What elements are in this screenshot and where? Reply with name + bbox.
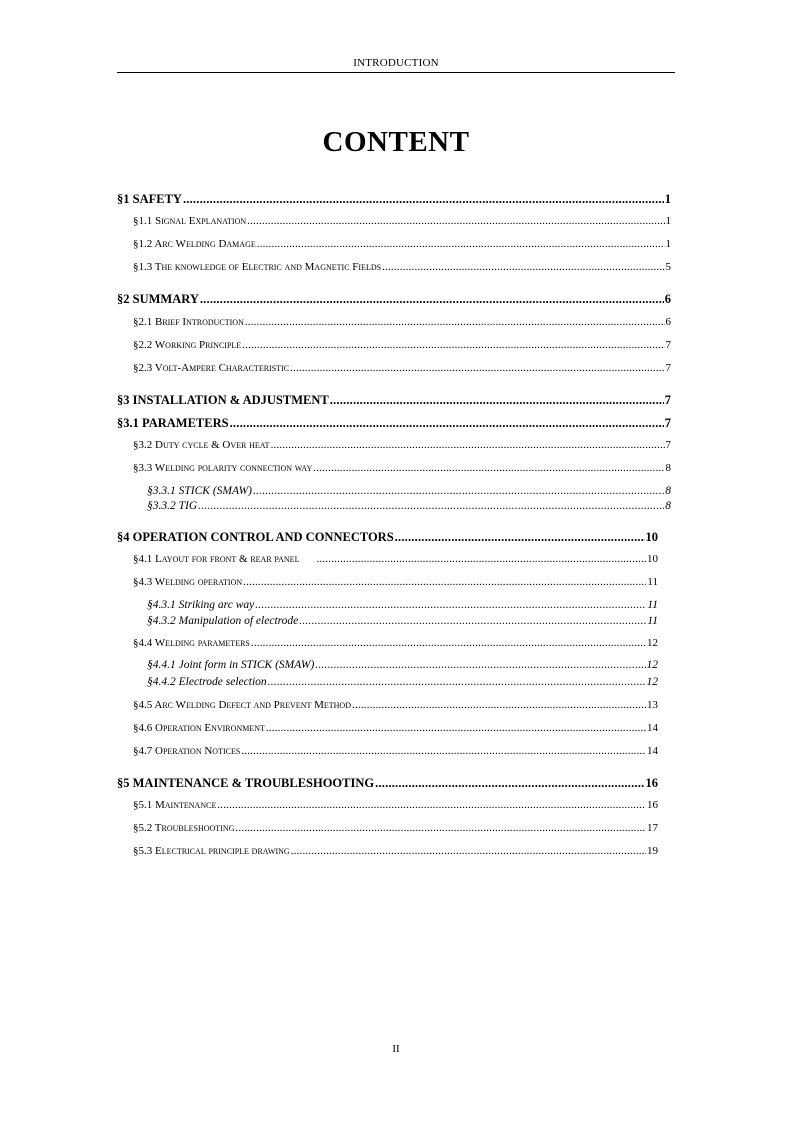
toc-label: §3.3 Welding polarity connection way	[133, 462, 313, 474]
toc-entry-2-1[interactable]	[133, 317, 671, 328]
toc-page-number: 6	[665, 316, 671, 328]
toc-entry-4-7[interactable]	[133, 746, 658, 757]
toc-label: §5.1 Maintenance	[133, 799, 217, 811]
toc-label: §3 INSTALLATION & ADJUSTMENT	[117, 393, 329, 407]
toc-label: §1.3 The knowledge of Electric and Magnetic Fields	[133, 261, 382, 273]
toc-page-number: 11	[647, 576, 658, 588]
toc-page-number: 8	[665, 462, 671, 474]
toc-entry-4-4-2[interactable]	[147, 677, 658, 689]
toc-entry-3-2[interactable]	[133, 440, 671, 451]
toc-label: §1.2 Arc Welding Damage	[133, 238, 256, 250]
toc-entry-5[interactable]	[117, 777, 658, 790]
toc-label: §5 MAINTENANCE & TROUBLESHOOTING	[117, 776, 375, 790]
toc-label: §4.1 Layout for front & rear panel	[133, 553, 300, 565]
toc-label: §4.3.1 Striking arc way	[147, 599, 255, 611]
toc-page-number: 12	[646, 676, 658, 688]
toc-entry-4-4[interactable]	[133, 638, 658, 649]
toc-page-number: 11	[647, 615, 658, 627]
toc-label: §4.4.2 Electrode selection	[147, 676, 267, 688]
toc-label: §4.7 Operation Notices	[133, 745, 241, 757]
toc-label: §3.2 Duty cycle & Over heat	[133, 439, 270, 451]
toc-page-number: 8	[665, 485, 671, 497]
toc-entry-1-2[interactable]	[133, 239, 671, 250]
toc-page-number: 10	[647, 553, 658, 565]
toc-label: §5.3 Electrical principle drawing	[133, 845, 290, 857]
toc-label: §3.1 PARAMETERS	[117, 416, 229, 430]
toc-page-number: 10	[645, 530, 658, 544]
toc-entry-4-3-1[interactable]	[147, 600, 658, 612]
toc-entry-4-6[interactable]	[133, 723, 658, 734]
toc-entry-2-3[interactable]	[133, 363, 671, 374]
toc-entry-3-3-2[interactable]	[147, 501, 671, 513]
toc-page-number: 7	[665, 339, 671, 351]
page-header-title: INTRODUCTION	[353, 57, 439, 69]
toc-entry-4[interactable]	[117, 531, 658, 544]
toc-page-number: 6	[664, 292, 671, 306]
toc-entry-2[interactable]	[117, 293, 671, 306]
toc-label: §4.3 Welding operation	[133, 576, 243, 588]
toc-entry-5-2[interactable]	[133, 823, 658, 834]
toc-label: §2.1 Brief Introduction	[133, 316, 244, 328]
toc-page-number: 16	[647, 799, 658, 811]
toc-label: §4.4.1 Joint form in STICK (SMAW)	[147, 659, 315, 671]
toc-page-number: 7	[664, 416, 671, 430]
toc-entry-3[interactable]	[117, 394, 671, 407]
toc-entry-4-4-1[interactable]	[147, 660, 658, 672]
toc-entry-3-3-1[interactable]	[147, 486, 671, 498]
toc-page-number: 7	[664, 393, 671, 407]
toc-page-number: 8	[665, 500, 671, 512]
toc-label: §3.3.2 TIG	[147, 500, 198, 512]
toc-entry-1-1[interactable]	[133, 216, 671, 227]
toc-label: §1.1 Signal Explanation	[133, 215, 247, 227]
toc-label: §3.3.1 STICK (SMAW)	[147, 485, 252, 497]
toc-entry-4-3[interactable]	[133, 577, 658, 588]
toc-entry-3-3[interactable]	[133, 463, 671, 474]
toc-label: §4 OPERATION CONTROL AND CONNECTORS	[117, 530, 394, 544]
toc-page-number: 7	[665, 439, 671, 451]
toc-page-number: 14	[647, 722, 658, 734]
toc-page-number: 14	[647, 745, 658, 757]
toc-page-number: 5	[665, 261, 671, 273]
toc-label: §4.6 Operation Environment	[133, 722, 265, 734]
toc-page-number: 1	[665, 238, 671, 250]
toc-label: §4.4 Welding parameters	[133, 637, 250, 649]
toc-page-number: 12	[647, 637, 658, 649]
toc-label: §4.5 Arc Welding Defect and Prevent Method	[133, 699, 351, 711]
toc-entry-1[interactable]	[117, 193, 671, 206]
toc-page-number: 1	[664, 192, 671, 206]
footer-page-number: II	[392, 1043, 400, 1055]
toc-entry-2-2[interactable]	[133, 340, 671, 351]
toc-entry-4-3-2[interactable]	[147, 616, 658, 628]
document-title: CONTENT	[322, 126, 470, 158]
toc-entry-5-3[interactable]	[133, 846, 658, 857]
toc-page-number: 19	[647, 845, 658, 857]
toc-entry-1-3[interactable]	[133, 262, 671, 273]
toc-label: §4.3.2 Manipulation of electrode	[147, 615, 299, 627]
toc-page-number: 13	[647, 699, 658, 711]
toc-label: §2.3 Volt-Ampere Characteristic	[133, 362, 290, 374]
toc-page-number: 12	[646, 659, 658, 671]
toc-page-number: 7	[665, 362, 671, 374]
toc-page-number: 16	[645, 776, 658, 790]
toc-label: §1 SAFETY	[117, 192, 182, 206]
toc-entry-4-5[interactable]	[133, 700, 658, 711]
toc-label: §5.2 Troubleshooting	[133, 822, 235, 834]
toc-page-number: 11	[647, 599, 658, 611]
toc-label: §2 SUMMARY	[117, 292, 199, 306]
toc-entry-3-1[interactable]	[117, 417, 671, 430]
toc-entry-4-1[interactable]	[133, 554, 658, 565]
toc-entry-5-1[interactable]	[133, 800, 658, 811]
toc-page-number: 17	[647, 822, 658, 834]
toc-label: §2.2 Working Principle	[133, 339, 242, 351]
toc-page-number: 1	[665, 215, 671, 227]
